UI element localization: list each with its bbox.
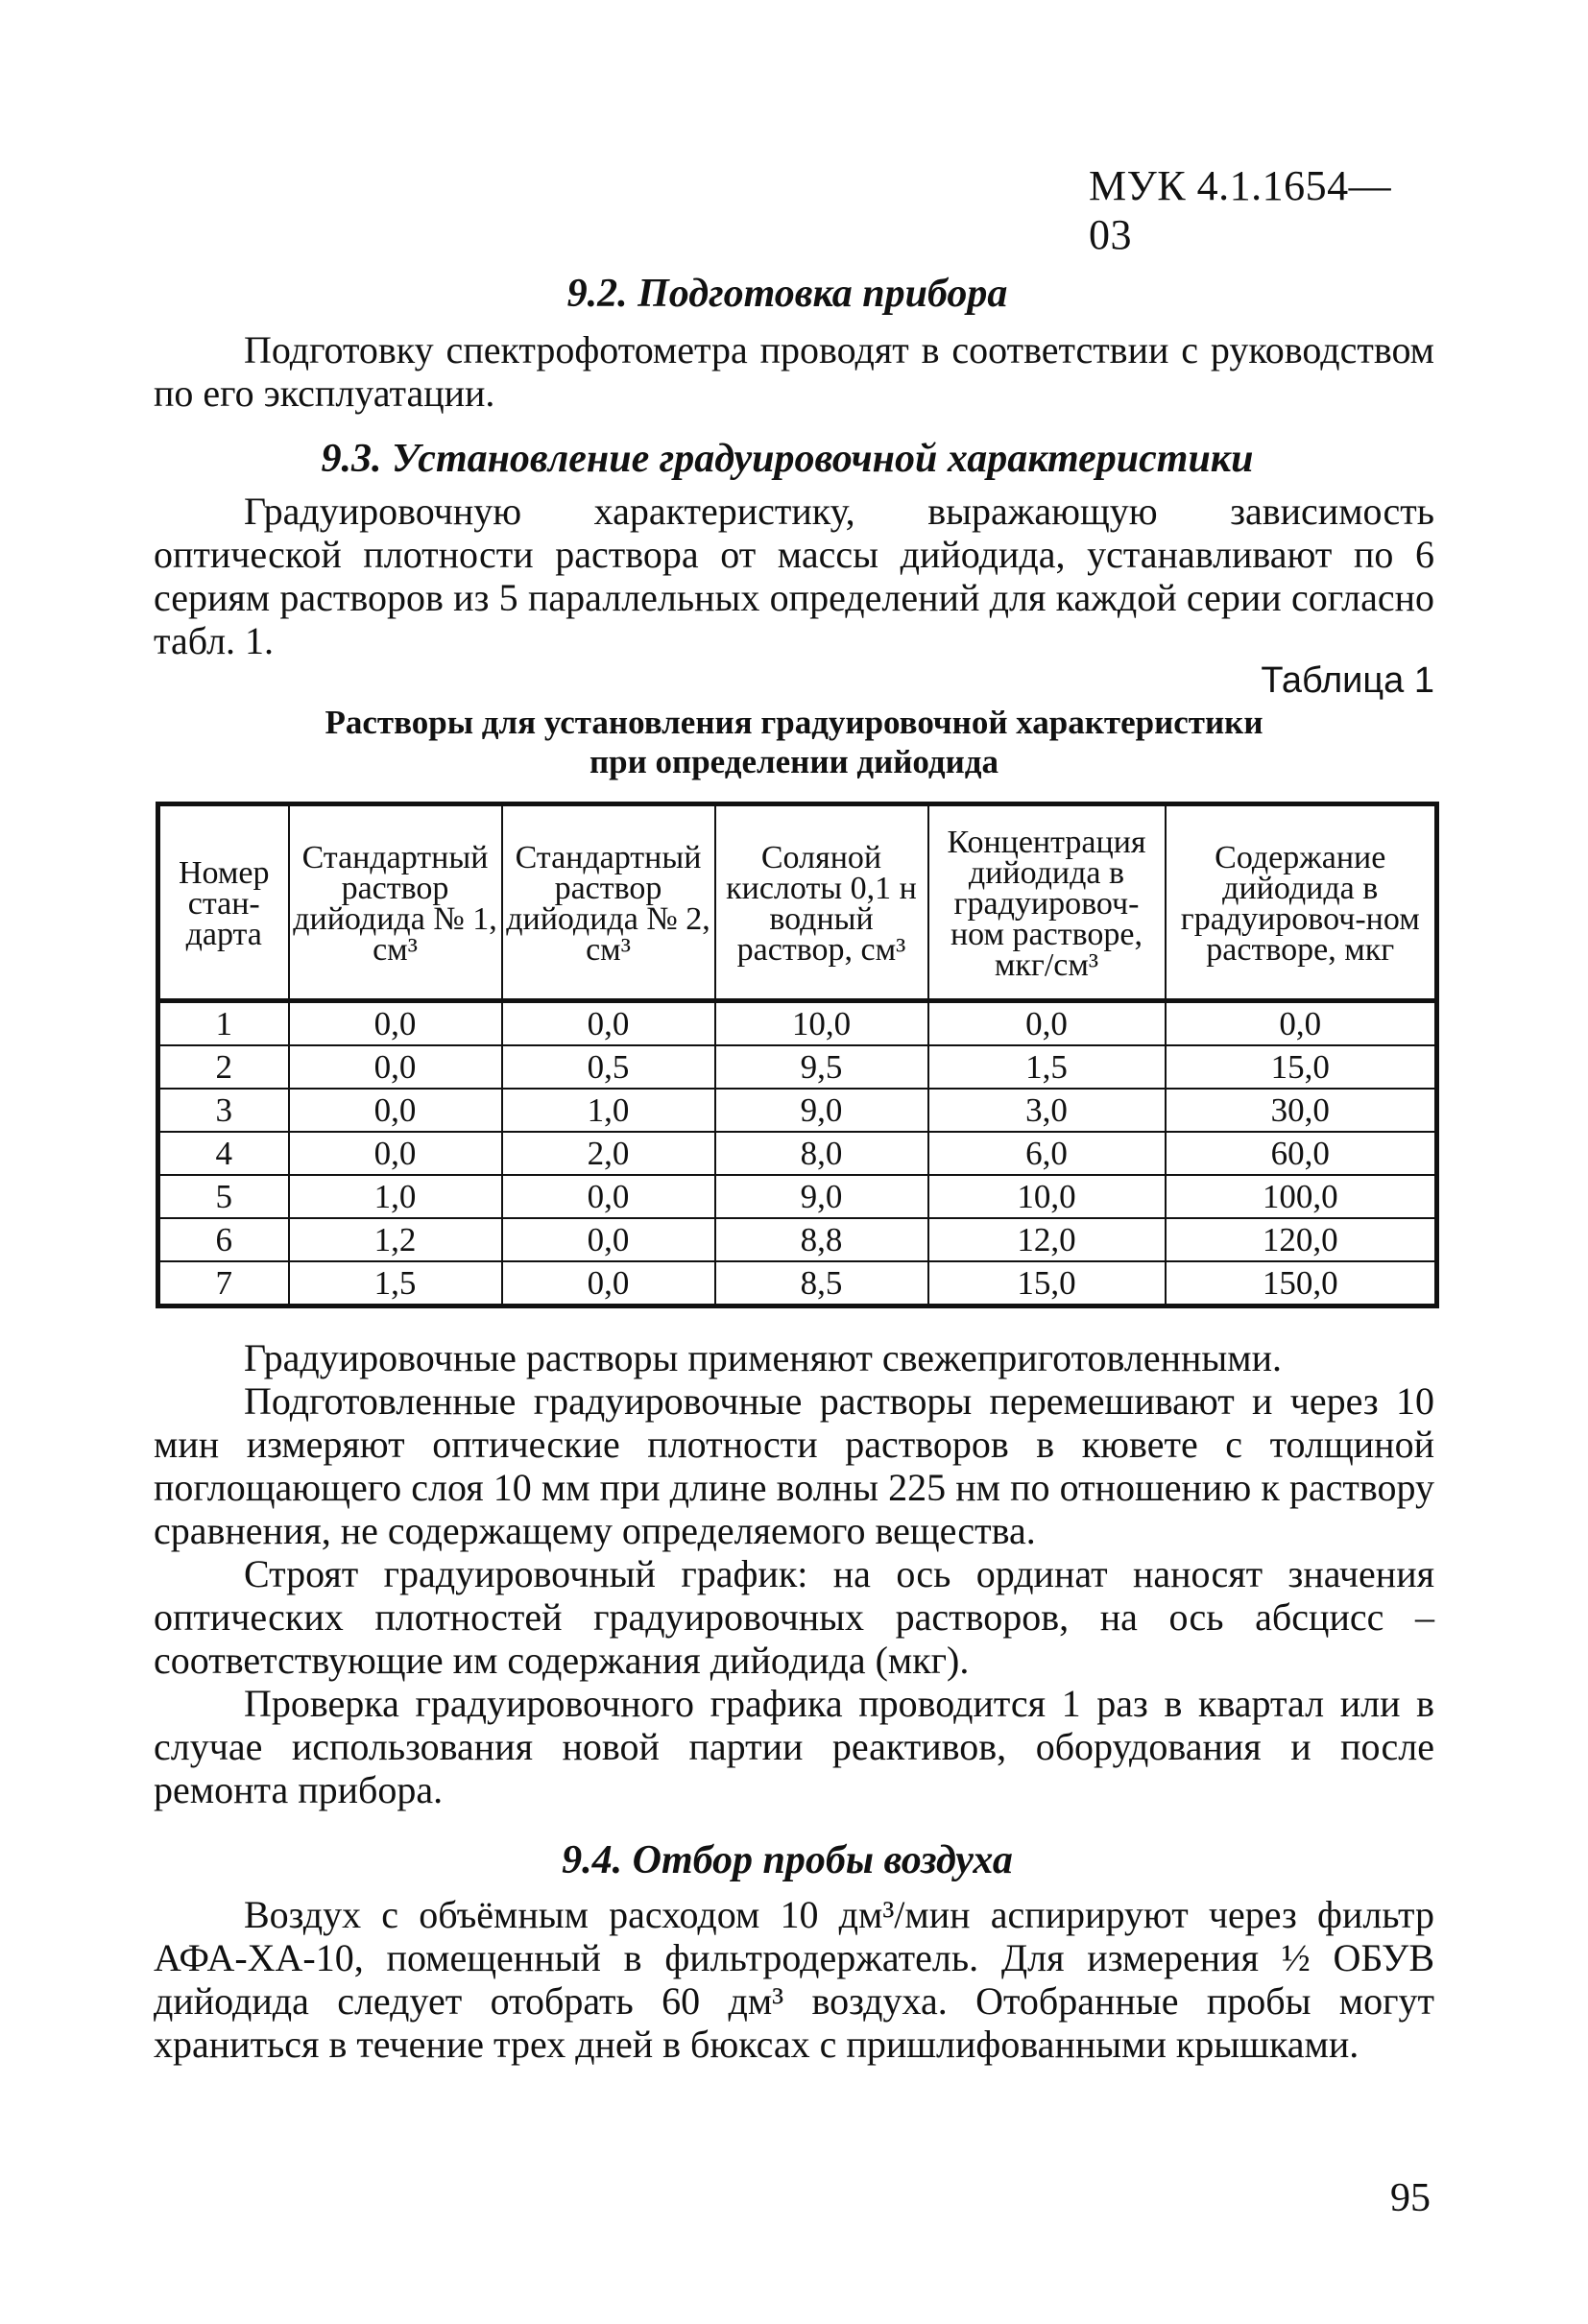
section-9-2-title: 9.2. Подготовка прибора xyxy=(566,272,1008,316)
document-code-header: МУК 4.1.1654—03 xyxy=(1089,162,1392,258)
column-header-standard-solution-1: Стандартный раствор дийодида № 1, см³ xyxy=(289,804,502,1001)
table-row xyxy=(158,1045,1437,1089)
after-table-paragraph-4: Проверка градуировочного графика проводится 1 раз в квартал или в случае использования новой партии реактивов, оборудования и после ремонта прибора. xyxy=(154,1682,1434,1811)
table-cell: 120,0 xyxy=(1166,1218,1437,1261)
table-row xyxy=(158,1218,1437,1261)
table-row xyxy=(158,1261,1437,1306)
table-cell: 0,0 xyxy=(502,1218,715,1261)
table-cell: 12,0 xyxy=(928,1218,1166,1261)
table-cell: 1 xyxy=(158,1001,289,1046)
table-row xyxy=(158,1089,1437,1132)
after-table-paragraph-2: Подготовленные градуировочные растворы перемешивают и через 10 мин измеряют оптические плотности растворов в кювете с толщиной поглощающего слоя 10 мм при длине волны 225 нм по отношению к раствору сравнения, не содержащему определяемого вещества. xyxy=(154,1379,1434,1552)
section-9-4-paragraph: Воздух с объёмным расходом 10 дм³/мин аспирируют через фильтр АФА-ХА-10, помещенный в фильтродержатель. Для измерения ½ ОБУВ дийодида следует отобрать 60 дм³ воздуха. Отобранные пробы могут храниться в течение трех дней в бюксах с пришлифованными крышками. xyxy=(154,1893,1434,2066)
table-cell: 10,0 xyxy=(928,1175,1166,1218)
table-caption-line-2: при определении дийодида xyxy=(589,743,999,780)
table-cell: 6,0 xyxy=(928,1132,1166,1175)
table-cell: 1,5 xyxy=(289,1261,502,1306)
section-9-4-title: 9.4. Отбор пробы воздуха xyxy=(562,1838,1013,1882)
table-cell: 15,0 xyxy=(1166,1045,1437,1089)
table-cell: 15,0 xyxy=(928,1261,1166,1306)
table-cell: 7 xyxy=(158,1261,289,1306)
section-9-3-title: 9.3. Установление градуировочной характеристики xyxy=(321,437,1254,481)
table-row xyxy=(158,1001,1437,1046)
table-cell: 1,5 xyxy=(928,1045,1166,1089)
table-cell: 9,5 xyxy=(715,1045,928,1089)
table-cell: 30,0 xyxy=(1166,1089,1437,1132)
table-cell: 0,0 xyxy=(502,1001,715,1046)
table-row xyxy=(158,1132,1437,1175)
table-label: Таблица 1 xyxy=(1261,660,1434,701)
after-table-paragraph-1: Градуировочные растворы применяют свежеприготовленными. xyxy=(244,1336,1282,1379)
table-cell: 0,0 xyxy=(502,1175,715,1218)
table-cell: 2 xyxy=(158,1045,289,1089)
table-cell: 0,0 xyxy=(289,1089,502,1132)
after-table-paragraph-3: Строят градуировочный график: на ось ординат наносят значения оптических плотностей градуировочных растворов, на ось абсцисс – соответствующие им содержания дийодида (мкг). xyxy=(154,1552,1434,1682)
table-cell: 150,0 xyxy=(1166,1261,1437,1306)
table-cell: 2,0 xyxy=(502,1132,715,1175)
column-header-standard-solution-2: Стандартный раствор дийодида № 2, см³ xyxy=(502,804,715,1001)
table-cell: 3,0 xyxy=(928,1089,1166,1132)
table-cell: 0,0 xyxy=(289,1045,502,1089)
table-caption xyxy=(154,703,1434,781)
table-cell: 8,5 xyxy=(715,1261,928,1306)
table-cell: 0,0 xyxy=(928,1001,1166,1046)
page-number: 95 xyxy=(1390,2176,1431,2220)
table-cell: 100,0 xyxy=(1166,1175,1437,1218)
table-cell: 9,0 xyxy=(715,1089,928,1132)
table-caption-line-1: Растворы для установления градуировочной характеристики xyxy=(325,704,1263,741)
table-cell: 0,0 xyxy=(1166,1001,1437,1046)
calibration-solutions-table xyxy=(156,802,1439,1308)
column-header-hydrochloric-acid: Соляной кислоты 0,1 н водный раствор, см³ xyxy=(715,804,928,1001)
table-cell: 0,0 xyxy=(502,1261,715,1306)
table-header-row xyxy=(158,804,1437,1001)
table-cell: 4 xyxy=(158,1132,289,1175)
table-cell: 1,0 xyxy=(289,1175,502,1218)
table-cell: 8,0 xyxy=(715,1132,928,1175)
table-cell: 1,2 xyxy=(289,1218,502,1261)
table-cell: 8,8 xyxy=(715,1218,928,1261)
table-cell: 1,0 xyxy=(502,1089,715,1132)
table-row xyxy=(158,1175,1437,1218)
column-header-concentration: Концентрация дийодида в градуировоч-ном растворе, мкг/см³ xyxy=(928,804,1166,1001)
table-cell: 0,0 xyxy=(289,1001,502,1046)
section-9-3-paragraph: Градуировочную характеристику, выражающую зависимость оптической плотности раствора от массы дийодида, устанавливают по 6 сериям растворов из 5 параллельных определений для каждой серии согласно табл. 1. xyxy=(154,490,1434,662)
table-cell: 9,0 xyxy=(715,1175,928,1218)
table-cell: 10,0 xyxy=(715,1001,928,1046)
table-cell: 3 xyxy=(158,1089,289,1132)
table-cell: 60,0 xyxy=(1166,1132,1437,1175)
column-header-standard-number: Номер стан-дарта xyxy=(158,804,289,1001)
column-header-content: Содержание дийодида в градуировоч-ном растворе, мкг xyxy=(1166,804,1437,1001)
table-cell: 5 xyxy=(158,1175,289,1218)
section-9-2-paragraph: Подготовку спектрофотометра проводят в соответствии с руководством по его эксплуатации. xyxy=(154,328,1434,415)
table-cell: 6 xyxy=(158,1218,289,1261)
table-cell: 0,5 xyxy=(502,1045,715,1089)
table-cell: 0,0 xyxy=(289,1132,502,1175)
